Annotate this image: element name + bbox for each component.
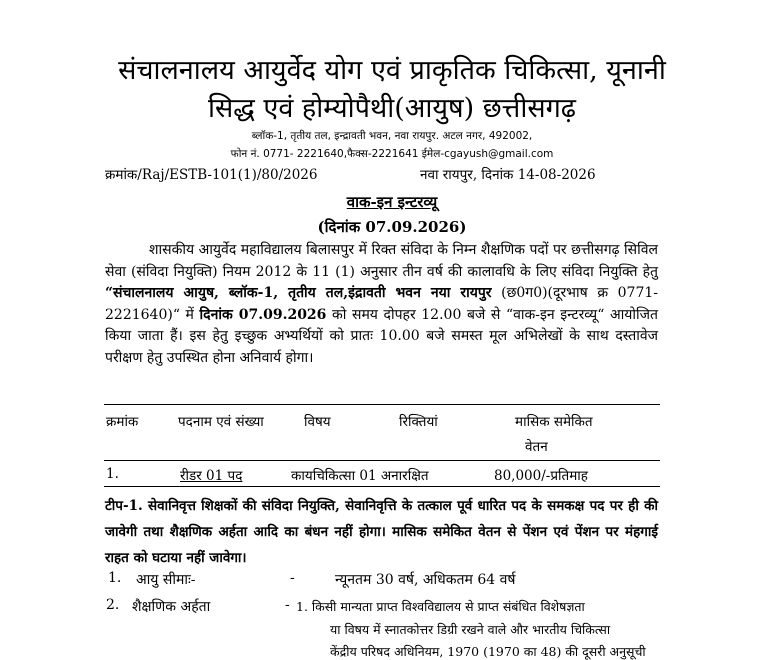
table-row-subject: कायचिकित्सा 01 अनारक्षित: [291, 468, 429, 484]
table-header-rule: [104, 460, 660, 461]
note-paragraph: टीप-1. सेवानिवृत्त शिक्षकों की संविदा नियुक्ति, सेवानिवृत्ति के तत्काल पूर्व धारित पद के समकक्ष पद पर ही की जावेगी तथा शैक्षणिक अर्हता आदि का बंधन नहीं होगा। मासिक समेकित वेतन से पेंशन एवं पेंशन पर मंहगाई राहत को घटाया नहीं जावेगा।: [105, 498, 658, 566]
para-interview-date: दिनांक 07.09.2026: [199, 306, 327, 323]
th-salary-line-2: वेतन: [525, 439, 548, 455]
notice-paragraph: [105, 240, 658, 369]
req-2-dash: -: [285, 597, 290, 613]
table-top-rule: [104, 404, 660, 405]
th-salary: मासिक समेकित: [515, 414, 593, 430]
office-title-line-1: संचालनालय आयुर्वेद योग एवं प्राकृतिक चिकित्सा, यूनानी: [118, 55, 666, 86]
req-2-value-line-3: केंद्रीय परिषद अधिनियम, 1970 (1970 का 48) की दूसरी अनुसूची: [330, 644, 646, 659]
para-text-2: (छ0ग0)(दूरभाष क्र 0771- 2221640)“ में: [105, 285, 659, 323]
place-date: नवा रायपुर, दिनांक 14-08-2026: [420, 167, 596, 183]
th-subject: विषय: [304, 414, 331, 430]
req-1-dash: -: [290, 570, 295, 586]
req-2-value-line-2: या विषय में स्नातकोत्तर डिग्री रखने वाले और भारतीय चिकित्सा: [330, 622, 611, 637]
office-address: ब्लॉक-1, तृतीय तल, इन्द्रावती भवन, नवा रायपुर. अटल नगर, 492002,: [251, 130, 533, 142]
table-row-serial: 1.: [106, 466, 119, 482]
table-row-salary: 80,000/-प्रतिमाह: [494, 468, 588, 484]
para-text-1: शासकीय आयुर्वेद महाविद्यालय बिलासपुर में रिक्त संविदा के निम्न शैक्षणिक पदों पर छत्तीसगढ़ सिविल सेवा (संविदा नियुक्ति) नियम 2012 के 11 (1) अनुसार तीन वर्ष की कालावधि के लिए संविदा नियुक्ति हेतु: [105, 242, 658, 280]
req-2-label: शैक्षणिक अर्हता: [132, 599, 211, 615]
req-2-value-line-1: 1. किसी मान्यता प्राप्त विश्वविद्यालय से प्राप्त संबंधित विशेषज्ञता: [296, 599, 585, 614]
table-bottom-rule: [104, 486, 660, 487]
req-1-label: आयु सीमाः-: [136, 572, 196, 588]
th-vacancies: रिक्तियां: [399, 414, 438, 430]
para-text-3: को समय दोपहर 12.00 बजे से “वाक-इन इन्टरव्यू“ आयोजित किया जाता हैं। इस हेतु इच्छुक अभ्यर्थियों को प्रातः 10.00 बजे समस्त मूल अभिलेखों के साथ दस्तावेज परीक्षण हेतु उपस्थित होना अनिवार्य होगा।: [105, 306, 658, 366]
notice-date: (दिनांक 07.09.2026): [317, 218, 467, 236]
reference-number: क्रमांक/Raj/ESTB-101(1)/80/2026: [105, 167, 318, 183]
office-title-line-2: सिद्ध एवं होम्योपैथी(आयुष) छत्तीसगढ़: [207, 93, 576, 124]
table-row-post: रीडर 01 पद: [180, 468, 243, 484]
notice-heading: वाक-इन इन्टरव्यू: [346, 193, 438, 211]
req-2-number: 2.: [106, 597, 120, 613]
office-contact: फोन नं. 0771- 2221640,फैक्स-2221641 ईमेल-cgayush@gmail.com: [230, 148, 554, 160]
req-1-number: 1.: [108, 570, 122, 586]
th-post: पदनाम एवं संख्या: [178, 414, 264, 430]
req-1-value: न्यूनतम 30 वर्ष, अधिकतम 64 वर्ष: [335, 572, 516, 588]
para-venue: “संचालनालय आयुष, ब्लॉक-1, तृतीय तल,इंद्रावती भवन नया रायपुर: [105, 285, 492, 301]
th-serial: क्रमांक: [106, 414, 139, 430]
